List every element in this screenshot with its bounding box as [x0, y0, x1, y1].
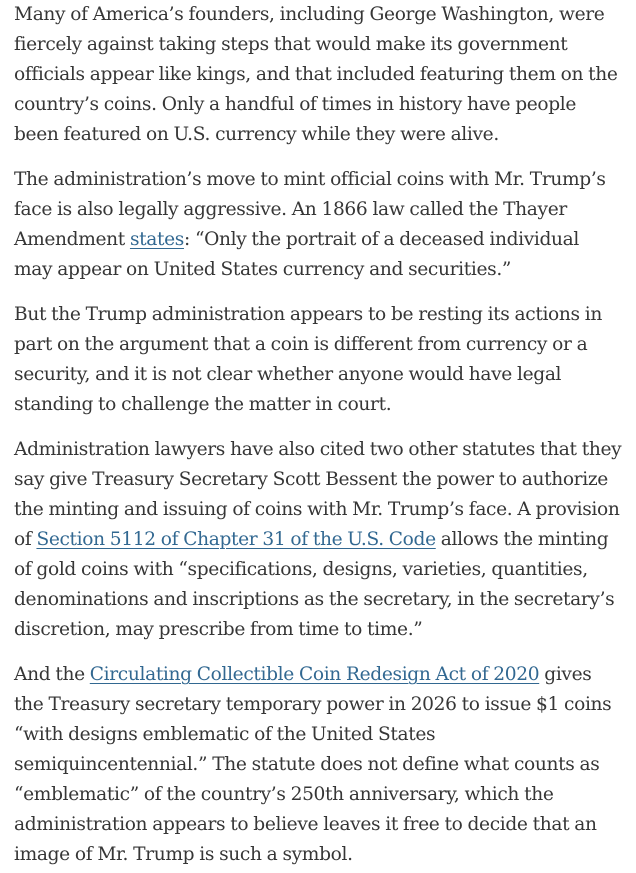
paragraph-text-before: And the — [14, 664, 90, 685]
link-coin-redesign-act[interactable]: Circulating Collectible Coin Redesign Act of 2020 — [89, 664, 540, 685]
paragraph-coin-vs-currency — [14, 300, 622, 420]
paragraph-founders — [14, 0, 622, 150]
paragraph-text-after: : “Only the portrait of a deceased individual may appear on United States currency and securities.” — [14, 229, 579, 280]
paragraph-text: Many of America’s founders, including George Washington, were fiercely against taking steps that would make its government officials appear like kings, and that included featuring them on the country’s coins. Only a handful of times in history have people been featured on U.S. currency while they were alive. — [14, 4, 618, 145]
paragraph-text-after: allows the minting of gold coins with “specifications, designs, varieties, quantities, denominations and inscriptions as the secretary, in the secretary’s discretion, may prescribe from time to time.” — [14, 529, 615, 640]
paragraph-text: But the Trump administration appears to be resting its actions in part on the argument that a coin is different from currency or a security, and it is not clear whether anyone would have legal standing to challenge the matter in court. — [14, 304, 603, 415]
paragraph-redesign-act — [14, 660, 622, 870]
paragraph-statutes — [14, 435, 622, 645]
link-states[interactable]: states — [129, 229, 184, 250]
paragraph-thayer-amendment — [14, 165, 622, 285]
link-section-5112[interactable]: Section 5112 of Chapter 31 of the U.S. Code — [36, 529, 436, 550]
paragraph-text-after: gives the Treasury secretary temporary power in 2026 to issue $1 coins “with designs emblematic of the United States semiquincentennial.” The statute does not define what counts as “emblematic” of the country’s 250th anniversary, which the administration appears to believe leaves it free to decide that an image of Mr. Trump is such a symbol. — [14, 664, 612, 865]
paragraph-text-before: Administration lawyers have also cited two other statutes that they say give Treasury Secretary Scott Bessent the power to authorize the minting and issuing of coins with Mr. Trump’s face. A provision of — [14, 439, 622, 550]
paragraph-text-before: The administration’s move to mint official coins with Mr. Trump’s face is also legally aggressive. An 1866 law called the Thayer Amendment — [14, 169, 606, 250]
